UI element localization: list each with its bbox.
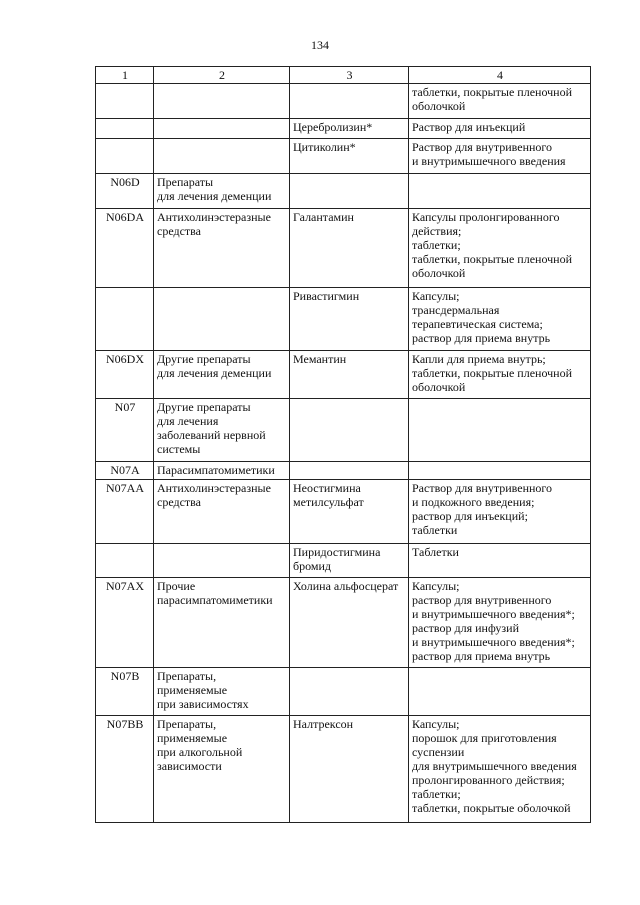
atc-code-cell: N07A [96,462,154,480]
dosage-form-cell: Раствор для внутривенного и подкожного введения; раствор для инъекций; таблетки [409,480,591,544]
group-cell: Антихолинэстеразные средства [154,480,290,544]
table-row [96,351,591,399]
drug-cell: Налтрексон [290,716,409,823]
table-row [96,209,591,288]
drug-cell: Ривастигмин [290,288,409,351]
atc-code-cell [96,139,154,174]
atc-code-cell [96,544,154,578]
dosage-form-cell: Капсулы; раствор для внутривенного и внутримышечного введения*; раствор для инфузий и внутримышечного введения*; раствор для приема внутрь [409,578,591,668]
atc-code-cell: N06DA [96,209,154,288]
atc-code-cell: N07AX [96,578,154,668]
dosage-form-cell [409,174,591,209]
column-header-1: 1 [96,67,154,84]
dosage-form-cell [409,668,591,716]
group-cell [154,288,290,351]
drug-cell [290,668,409,716]
table-row [96,462,591,480]
group-cell: Препараты для лечения деменции [154,174,290,209]
table-row [96,544,591,578]
drug-cell: Холина альфосцерат [290,578,409,668]
group-cell [154,139,290,174]
group-cell: Прочие парасимпатомиметики [154,578,290,668]
drug-cell: Цитиколин* [290,139,409,174]
table-row [96,174,591,209]
atc-code-cell: N06D [96,174,154,209]
group-cell: Препараты, применяемые при алкогольной зависимости [154,716,290,823]
table-row [96,139,591,174]
atc-code-cell [96,288,154,351]
group-cell [154,544,290,578]
group-cell: Другие препараты для лечения деменции [154,351,290,399]
dosage-form-cell [409,462,591,480]
dosage-form-cell [409,399,591,462]
column-header-4: 4 [409,67,591,84]
atc-code-cell: N06DX [96,351,154,399]
column-header-3: 3 [290,67,409,84]
drug-cell: Неостигмина метилсульфат [290,480,409,544]
atc-code-cell: N07 [96,399,154,462]
drug-cell [290,462,409,480]
drug-cell: Пиридостигмина бромид [290,544,409,578]
drug-cell: Церебролизин* [290,119,409,139]
atc-code-cell [96,119,154,139]
atc-code-cell: N07AA [96,480,154,544]
dosage-form-cell: Капсулы; трансдермальная терапевтическая система; раствор для приема внутрь [409,288,591,351]
dosage-form-cell: Капсулы пролонгированного действия; таблетки; таблетки, покрытые пленочной оболочкой [409,209,591,288]
dosage-form-cell: таблетки, покрытые пленочной оболочкой [409,84,591,119]
table-row [96,480,591,544]
group-cell: Антихолинэстеразные средства [154,209,290,288]
dosage-form-cell: Раствор для внутривенного и внутримышечного введения [409,139,591,174]
drug-cell [290,84,409,119]
dosage-form-cell: Капсулы; порошок для приготовления суспензии для внутримышечного введения пролонгированного действия; таблетки; таблетки, покрытые оболочкой [409,716,591,823]
table-row [96,716,591,823]
table-row [96,84,591,119]
page-number: 134 [311,38,329,52]
dosage-form-cell: Капли для приема внутрь; таблетки, покрытые пленочной оболочкой [409,351,591,399]
dosage-form-cell: Таблетки [409,544,591,578]
drug-cell [290,174,409,209]
group-cell: Другие препараты для лечения заболеваний нервной системы [154,399,290,462]
dosage-form-cell: Раствор для инъекций [409,119,591,139]
table-row [96,119,591,139]
drug-cell: Галантамин [290,209,409,288]
group-cell: Препараты, применяемые при зависимостях [154,668,290,716]
header-row [96,67,591,84]
drug-cell [290,399,409,462]
column-header-2: 2 [154,67,290,84]
atc-code-cell: N07B [96,668,154,716]
group-cell [154,119,290,139]
drug-table [95,66,591,823]
drug-cell: Мемантин [290,351,409,399]
table-row [96,578,591,668]
table-row [96,288,591,351]
atc-code-cell: N07BB [96,716,154,823]
group-cell: Парасимпатомиметики [154,462,290,480]
table-row [96,668,591,716]
group-cell [154,84,290,119]
table-row [96,399,591,462]
atc-code-cell [96,84,154,119]
